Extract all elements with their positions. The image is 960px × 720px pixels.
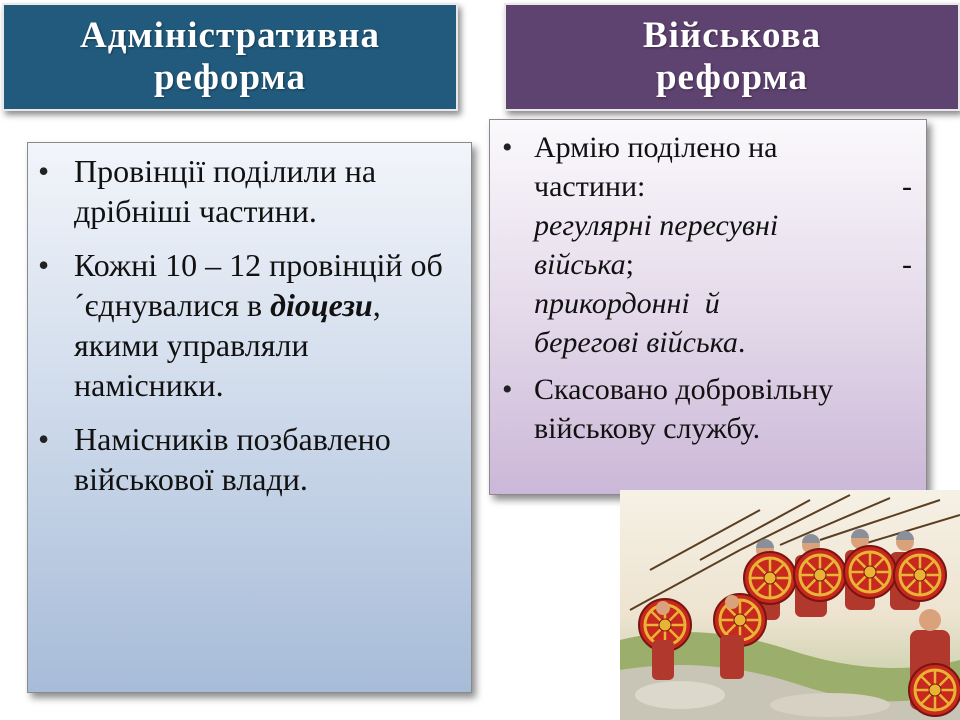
border-troops-line2: берегові війська. [534, 326, 746, 359]
admin-reform-header [2, 3, 458, 111]
military-bullet-army [502, 128, 912, 362]
admin-header-line1: Адміністративна [80, 15, 380, 56]
military-bullet-service-text: Скасовано добровільну військову службу. [534, 373, 834, 445]
army-intro-line2: частини: - [534, 167, 912, 206]
admin-bullet-dioceses-after: , якими управляли намісники. [74, 287, 381, 403]
regular-troops-text: регулярні пересувні [534, 209, 779, 242]
admin-bullet-dioceses-before: Кожні 10 – 12 провінцій об´єднувалися в [74, 247, 443, 323]
admin-bullet-provinces-text: Провінції поділили на дрібніші частини. [74, 153, 377, 229]
admin-bullet-dioceses [38, 245, 461, 405]
admin-header-line2: реформа [153, 57, 307, 98]
military-header-line1: Військова [642, 15, 822, 56]
admin-bullet-governors [38, 419, 461, 499]
border-troops-text: прикордонні й [534, 287, 720, 320]
military-bullet-service [502, 370, 912, 448]
dash-2: - [902, 248, 912, 281]
admin-bullet-list [38, 151, 461, 499]
dash-1: - [902, 170, 912, 203]
admin-reform-panel [27, 142, 472, 693]
dioceses-term: діоцези [270, 287, 373, 323]
military-reform-header [504, 3, 960, 111]
admin-bullet-provinces [38, 151, 461, 231]
military-reform-panel [489, 119, 927, 495]
roman-soldiers-image [620, 490, 960, 720]
roman-soldiers-illustration [620, 490, 960, 720]
military-header-line2: реформа [655, 57, 809, 98]
admin-bullet-governors-text: Намісників позбавлено військової влади. [74, 421, 391, 497]
army-intro-line: • Армію поділено на [534, 131, 778, 164]
military-bullet-list [502, 128, 912, 448]
regular-troops-line2: війська; - [534, 245, 912, 284]
